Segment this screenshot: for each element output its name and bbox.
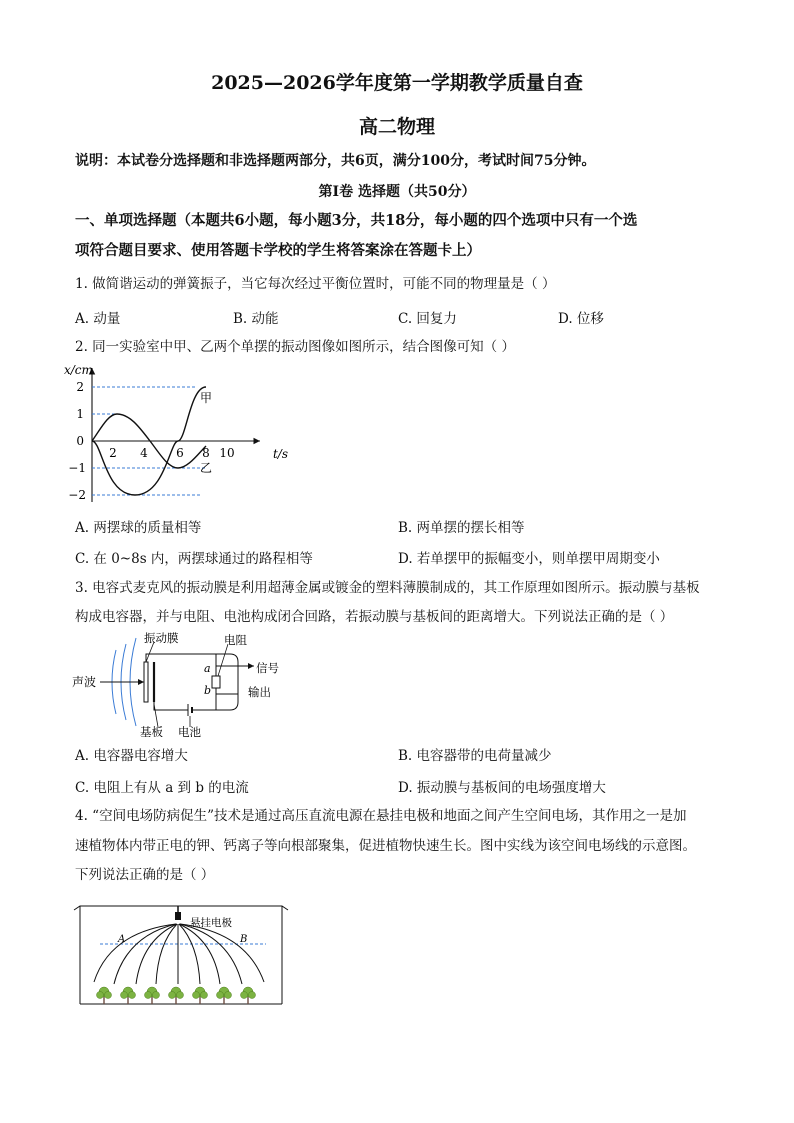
q4-field-line-diagram (70, 900, 290, 1010)
signal-label-2: 输出 (248, 685, 271, 699)
y-tick-0: 0 (76, 434, 84, 448)
exam-note: 说明：本试卷分选择题和非选择题两部分，共6页，满分100分，考试时间75分钟。 (75, 153, 596, 169)
q3-option-b: B. 电容器带的电荷量减少 (398, 748, 552, 764)
q1-option-c: C. 回复力 (398, 311, 457, 327)
sound-wave-label: 声波 (72, 675, 97, 689)
q2-oscillation-graph (60, 360, 290, 510)
q1-option-b: B. 动能 (233, 311, 279, 327)
plate-label: 基板 (140, 725, 163, 737)
curve-yi-label: 乙 (200, 461, 213, 475)
q3-option-a: A. 电容器电容增大 (75, 748, 188, 764)
exam-subject: 高二物理 (358, 116, 435, 138)
y-tick-neg1: −1 (68, 461, 86, 475)
section-heading-line2: 项符合题目要求、使用答题卡学校的学生将答案涂在答题卡上） (75, 242, 481, 259)
y-axis-label: x/cm (64, 363, 93, 377)
x-tick-2: 2 (109, 446, 117, 460)
question-4-line3: 下列说法正确的是（ ） (75, 867, 215, 883)
y-tick-neg2: −2 (68, 488, 86, 502)
x-tick-4: 4 (140, 446, 148, 460)
y-tick-2: 2 (76, 380, 84, 394)
point-b-label: b (204, 684, 212, 697)
exam-title: 2025—2026学年度第一学期教学质量自查 (211, 72, 583, 94)
q2-option-d: D. 若单摆甲的振幅变小，则单摆甲周期变小 (398, 551, 660, 567)
point-a-label: a (204, 662, 211, 675)
signal-label-1: 信号 (256, 661, 279, 675)
part-heading: 第Ⅰ卷 选择题（共50分） (318, 184, 476, 200)
x-tick-10: 10 (219, 446, 235, 460)
electrode-label: 悬挂电极 (190, 917, 232, 929)
y-tick-1: 1 (76, 407, 84, 421)
question-4-line2: 速植物体内带正电的钾、钙离子等向根部聚集，促进植物快速生长。图中实线为该空间电场线的示意图。 (75, 838, 696, 854)
q2-option-a: A. 两摆球的质量相等 (75, 520, 202, 536)
q3-option-c: C. 电阻上有从 a 到 b 的电流 (75, 780, 249, 796)
point-B-label: B (240, 934, 248, 945)
q2-option-b: B. 两单摆的摆长相等 (398, 520, 525, 536)
q1-option-a: A. 动量 (75, 311, 121, 327)
section-heading-line1: 一、单项选择题（本题共6小题，每小题3分，共18分，每小题的四个选项中只有一个选 (75, 212, 638, 229)
x-tick-6: 6 (176, 446, 184, 460)
resistor-label: 电阻 (224, 633, 247, 647)
q3-microphone-circuit (70, 632, 290, 737)
x-axis-label: t/s (272, 447, 288, 461)
question-4-line1: 4. “空间电场防病促生”技术是通过高压直流电源在悬挂电极和地面之间产生空间电场，其作用之一是加 (75, 808, 687, 824)
q3-option-d: D. 振动膜与基板间的电场强度增大 (398, 780, 606, 796)
question-3-line2: 构成电容器，并与电阻、电池构成闭合回路，若振动膜与基板间的距离增大。下列说法正确的是（ ） (75, 609, 674, 625)
point-A-label: A (118, 934, 126, 945)
curve-jia-label: 甲 (200, 391, 213, 405)
question-2-stem: 2. 同一实验室中甲、乙两个单摆的振动图像如图所示，结合图像可知（ ） (75, 339, 515, 355)
x-tick-8: 8 (202, 446, 210, 460)
membrane-label: 振动膜 (144, 632, 179, 645)
q1-option-d: D. 位移 (558, 311, 604, 327)
battery-label: 电池 (178, 725, 201, 737)
question-3-line1: 3. 电容式麦克风的振动膜是利用超薄金属或镀金的塑料薄膜制成的，其工作原理如图所示。振动膜与基板 (75, 580, 700, 596)
q2-option-c: C. 在 0~8s 内，两摆球通过的路程相等 (75, 551, 313, 567)
question-1-stem: 1. 做简谐运动的弹簧振子，当它每次经过平衡位置时，可能不同的物理量是（ ） (75, 276, 556, 292)
